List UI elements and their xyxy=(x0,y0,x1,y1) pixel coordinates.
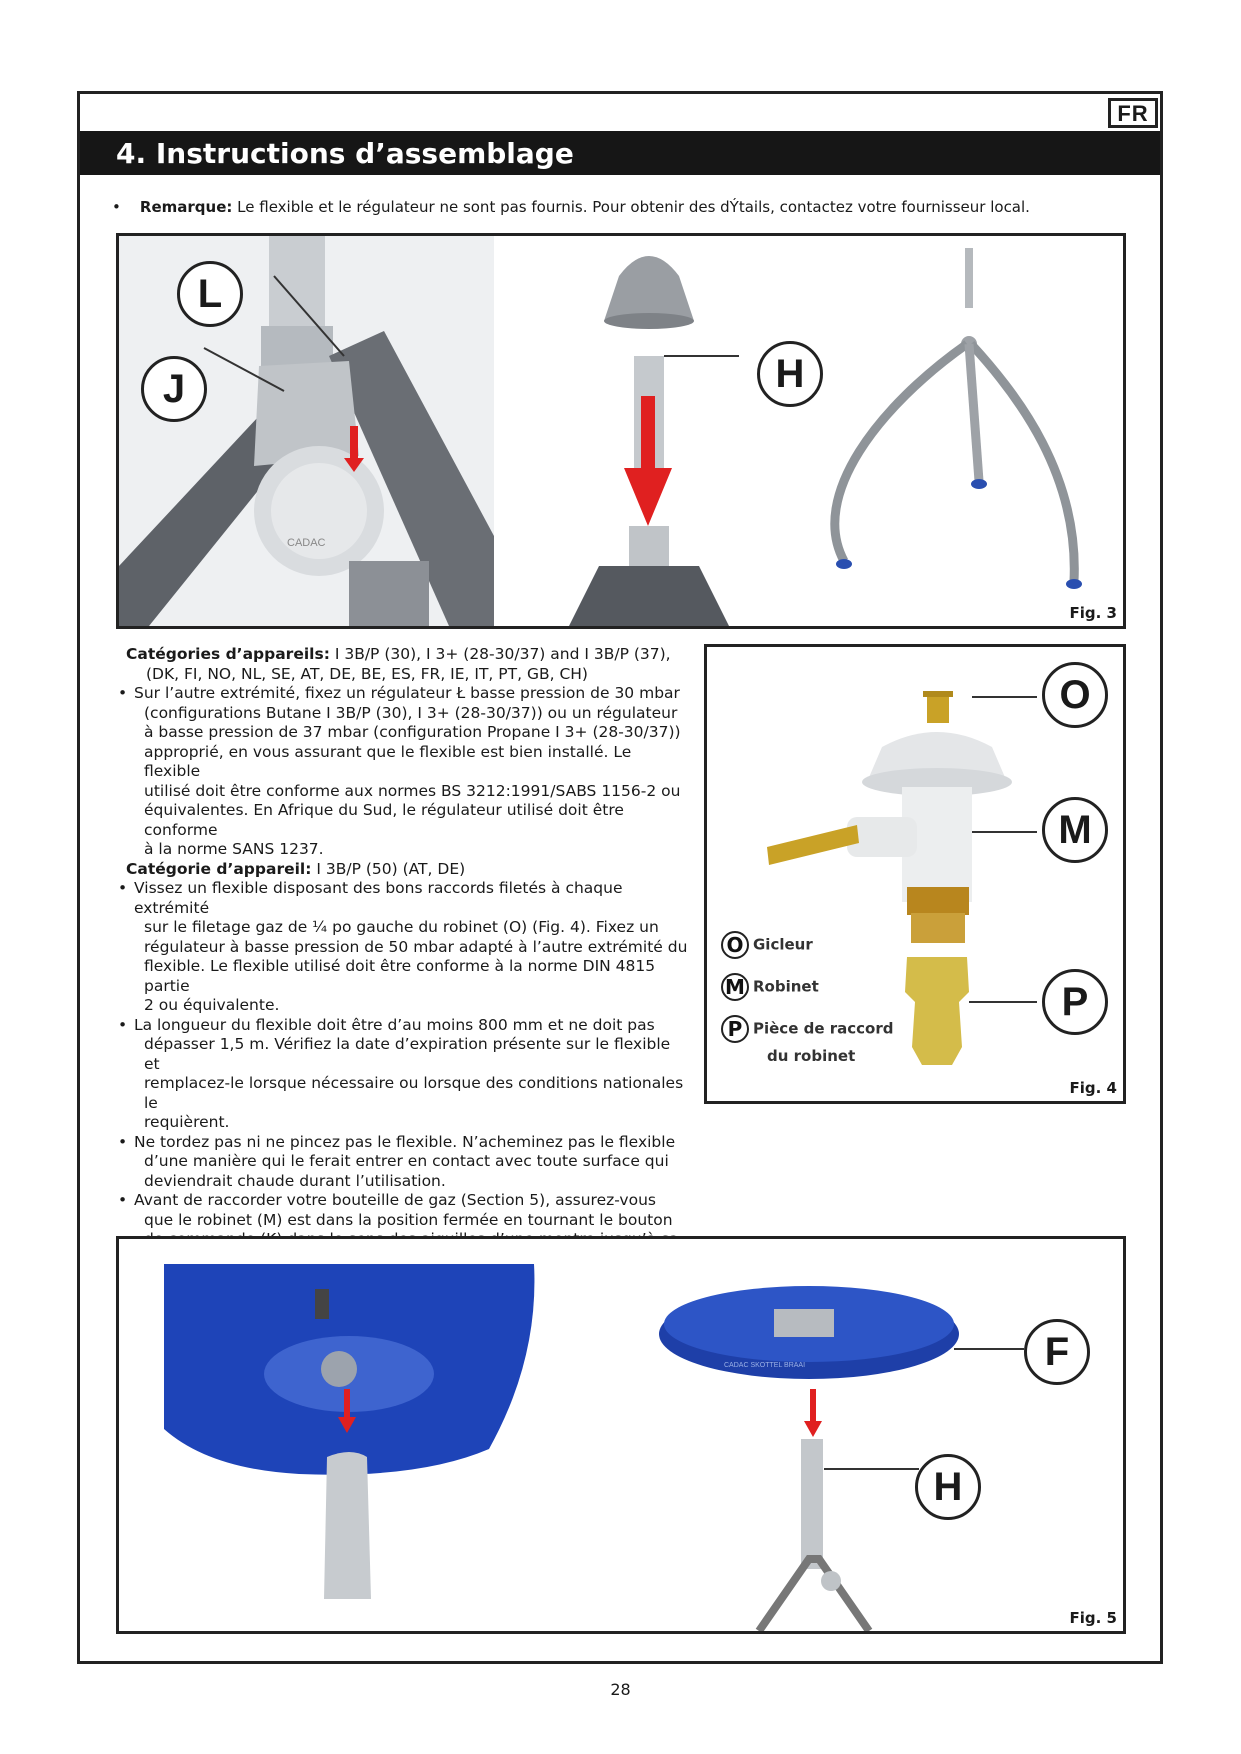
figure-5 xyxy=(116,1236,1126,1634)
plate-engraving: CADAC SKOTTEL BRAAI xyxy=(724,1362,806,1369)
callout-O: O xyxy=(1042,662,1108,728)
category-2: Catégorie d’appareil: I 3B/P (50) (AT, DE) xyxy=(126,859,466,878)
bullet-hose-routing: • Ne tordez pas ni ne pincez pas le flexible. N’acheminez pas le flexible d’une manière qui le ferait entrer en contact avec toute surface qui deviendrait chaude durant l’utilisation. xyxy=(118,1133,688,1192)
figure-5-illustration xyxy=(119,1239,1123,1631)
callout-L: L xyxy=(177,261,243,327)
callout-P: P xyxy=(1042,969,1108,1035)
callout-H: H xyxy=(757,341,823,407)
category-1-countries: (DK, FI, NO, NL, SE, AT, DE, BE, ES, FR, IE, IT, PT, GB, CH) xyxy=(146,664,588,683)
figure-3-label: Fig. 3 xyxy=(1069,604,1117,622)
callout-M: M xyxy=(1042,797,1108,863)
figure-3-illustration xyxy=(119,236,1123,626)
figure-4 xyxy=(704,644,1126,1104)
callout-F: F xyxy=(1024,1319,1090,1385)
section-title: 4. Instructions d’assemblage xyxy=(116,137,574,170)
figure-3 xyxy=(116,233,1126,629)
legend-O: O Gicleur xyxy=(721,931,813,959)
callout-J: J xyxy=(141,356,207,422)
note-line: • Remarque: Le flexible et le régulateur ne sont pas fournis. Pour obtenir des dÝtails, contactez votre fournisseur local. xyxy=(112,198,1030,216)
bullet-hose-fitting: • Vissez un flexible disposant des bons raccords filetés à chaque extrémité sur le filetage gaz de ¼ po gauche du robinet (O) (Fig. 4). Fixez un régulateur à basse pression de 50 mbar adapté à l’autre extrémité du flexible. Le flexible utilisé doit être conforme à la norme DIN 4815 partie 2 ou équivalente. xyxy=(118,879,688,1016)
figure-5-label: Fig. 5 xyxy=(1069,1609,1117,1627)
section-title-bar xyxy=(80,131,1160,175)
legend-P: P Pièce de raccord xyxy=(721,1015,893,1043)
bullet-regulator: • Sur l’autre extrémité, fixez un régulateur Ł basse pression de 30 mbar (configurations Butane I 3B/P (30), I 3+ (28-30/37)) ou un régulateur à basse pression de 37 mbar (configuration Propane I 3+ (28-30/37)) approprié, en vous assurant que le flexible est bien installé. Le flexible utilisé doit être conforme aux normes BS 3212:1991/SABS 1156-2 ou équivalentes. En Afrique du Sud, le régulateur utilisé doit être conforme à la norme SANS 1237. xyxy=(118,684,688,860)
category-1: Catégories d’appareils: I 3B/P (30), I 3+ (28-30/37) and I 3B/P (37), xyxy=(126,645,671,663)
bullet-valve-closed: • Avant de raccorder votre bouteille de gaz (Section 5), assurez-vous que le robinet (M) est dans la position fermée en tournant le bouton xyxy=(118,1191,688,1269)
brand-engraving: CADAC xyxy=(287,537,326,549)
callout-H-fig5: H xyxy=(915,1454,981,1520)
page-number: 28 xyxy=(610,1680,631,1699)
language-badge: FR xyxy=(1108,98,1158,128)
note-text: Le flexible et le régulateur ne sont pas fournis. Pour obtenir des dÝtails, contactez votre fournisseur local. xyxy=(232,198,1030,216)
legend-P-cont: du robinet xyxy=(767,1047,856,1065)
bullet-hose-length: • La longueur du flexible doit être d’au moins 800 mm et ne doit pas dépasser 1,5 m. Vérifiez la date d’expiration présente sur le flexible et remplacez-le lorsque nécessaire ou lorsque des conditions nationales le requièrent. xyxy=(118,1016,688,1133)
legend-M: M Robinet xyxy=(721,973,819,1001)
note-label: Remarque: xyxy=(139,198,233,216)
figure-4-label: Fig. 4 xyxy=(1069,1079,1117,1097)
instructions-text xyxy=(118,645,688,1328)
